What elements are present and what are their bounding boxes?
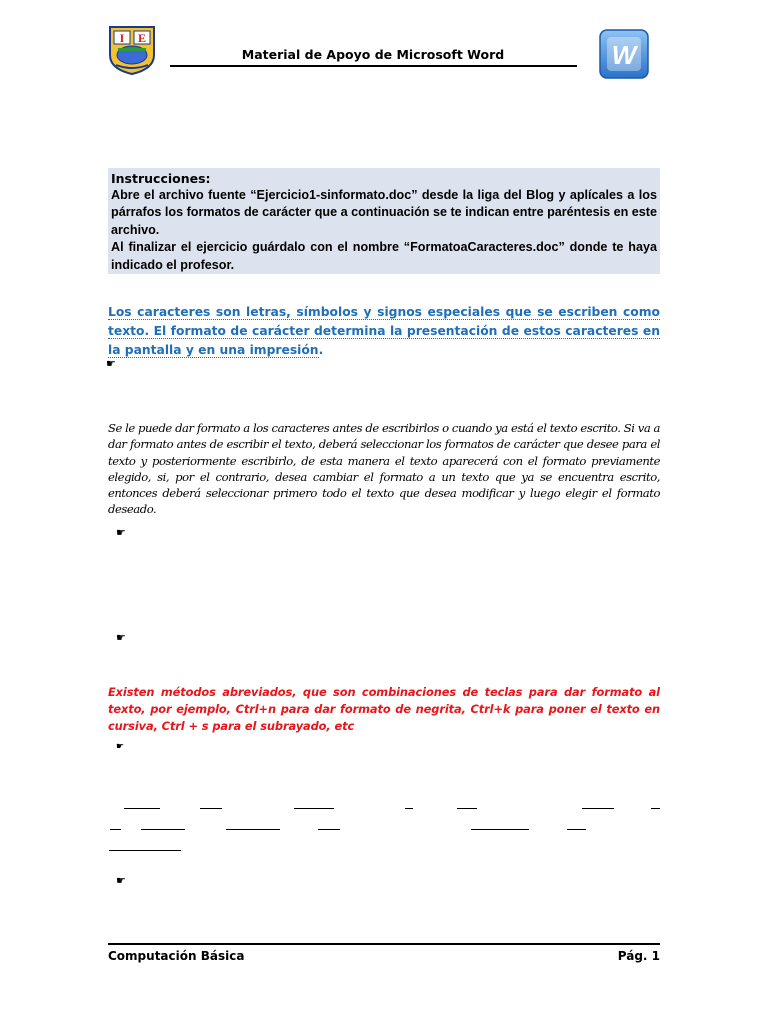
pointing-hand-icon: ☛ (116, 631, 126, 644)
microsoft-word-icon (599, 29, 649, 79)
blank-line (110, 829, 121, 830)
blank-line (651, 808, 660, 809)
pointing-hand-icon: ☛ (116, 526, 126, 539)
pointing-hand-icon: ☛ (106, 357, 116, 370)
header-title: Material de Apoyo de Microsoft Word (241, 47, 505, 62)
pointing-hand-icon: ☛ (116, 742, 125, 752)
blank-line (471, 829, 529, 830)
footer-course-name: Computación Básica (108, 949, 245, 963)
blank-line (405, 808, 413, 809)
blank-line (318, 829, 340, 830)
blank-line (141, 829, 185, 830)
blank-line (200, 808, 222, 809)
school-logo (108, 25, 156, 75)
blank-line (582, 808, 614, 809)
svg-text:W: W (611, 40, 637, 70)
italic-paragraph: Se le puede dar formato a los caracteres antes de escribirlos o cuando ya está el texto escrito. Si va a dar formato antes de escribir el texto, deberá seleccionar los formatos de carácter que desee para el texto y posteriormente escribirlo, de esta manera el texto aparecerá con el formato previamente elegido, si, por el contrario, desea cambiar el formato a un texto que ya se encuentra escrito, entonces deberá seleccionar primero todo el texto que desea modificar y luego elegir el formato deseado. (108, 421, 660, 517)
red-paragraph: Existen métodos abreviados, que son combinaciones de teclas para dar formato al texto, por ejemplo, Ctrl+n para dar formato de negrita, Ctrl+k para poner el texto en cursiva, Ctrl + s para el subrayado, etc (108, 685, 660, 734)
blank-line (226, 829, 280, 830)
blue-paragraph-text: Los caracteres son letras, símbolos y signos especiales que se escriben como texto. El formato de carácter determina la presentación de estos caracteres en la pantalla y en una impresión (108, 305, 660, 357)
instructions-line-1: Abre el archivo fuente “Ejercicio1-sinformato.doc” desde la liga del Blog y aplícales a los párrafos los formatos de carácter que a continuación se te indican entre paréntesis en este archivo. (111, 188, 657, 237)
blank-line (124, 808, 160, 809)
instructions-title: Instrucciones: (111, 171, 211, 186)
instructions-line-2: Al finalizar el ejercicio guárdalo con el nombre “FormatoaCaracteres.doc” donde te haya indicado el profesor. (111, 240, 657, 272)
blue-paragraph-period: . (318, 343, 324, 357)
blank-line (109, 850, 181, 851)
header-rule (170, 65, 577, 67)
footer-page-number: Pág. 1 (617, 949, 660, 963)
blank-line (567, 829, 586, 830)
instructions-box (108, 168, 660, 274)
svg-text:E: E (137, 31, 147, 45)
svg-text:I: I (119, 31, 125, 45)
blue-paragraph (108, 303, 660, 360)
footer-rule (108, 943, 660, 945)
blank-line (294, 808, 334, 809)
blank-line (457, 808, 477, 809)
pointing-hand-icon: ☛ (116, 874, 126, 887)
